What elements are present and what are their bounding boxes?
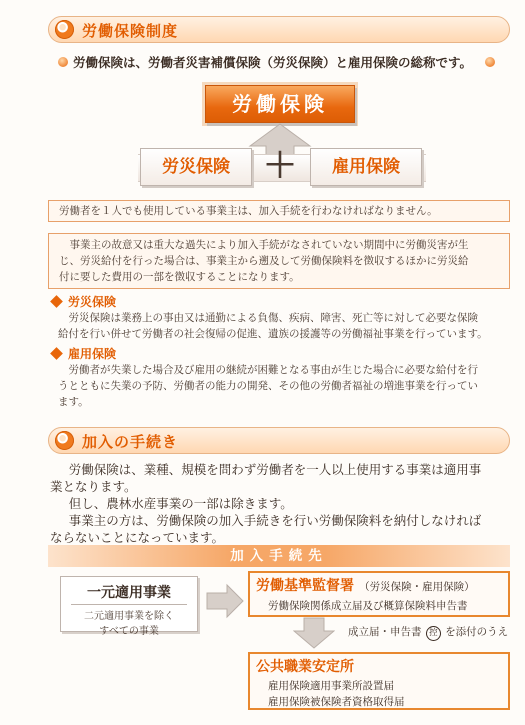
labor-standards-office-card (248, 571, 510, 617)
note-one-worker-text: 労働者を１人でも使用している事業主は、加入手続を行わなければなりません。 (59, 205, 438, 217)
section-title: 加入の手続き (82, 433, 179, 451)
employment-security-office-name: 公共職業安定所 (256, 659, 354, 675)
unified-business-card (60, 576, 198, 637)
employment-insurance-label: 雇用保険 (332, 157, 400, 177)
workers-comp-line: 労災保険は業務上の事由又は通勤による負傷、疾病、障害、死亡等に対して必要な保険 (68, 312, 478, 324)
employment-insurance-line: ます。 (58, 396, 89, 408)
enrollment-line: 事業主の方は、労働保険の加入手続きを行い労働保険料を納付しなければ (68, 513, 482, 528)
employment-security-office-doc: 雇用保険被保険者資格取得届 (268, 696, 405, 708)
labor-standards-office-doc: 労働保険関係成立届及び概算保険料申告書 (268, 600, 468, 612)
workers-comp-heading: 労災保険 (68, 295, 117, 309)
down-arrow-icon (293, 617, 335, 649)
labor-standards-office-name: 労働基準監督署 (256, 578, 354, 594)
plus-icon: ＋ (263, 146, 297, 186)
labor-insurance-label: 労働保険 (232, 92, 328, 116)
unified-business-sub: 二元適用事業を除く (84, 611, 174, 622)
employment-security-office-card (248, 652, 510, 710)
workers-comp-box (140, 148, 252, 186)
enrollment-line: 労働保険は、業種、規模を問わず労働者を一人以上使用する事業は適用事 (68, 462, 482, 477)
employment-insurance-line: うとともに失業の予防、労働者の能力の開発、その他の労働者福祉の増進事業を行ってい (58, 380, 478, 392)
bullet-dot-icon (485, 57, 495, 67)
labor-insurance-box (205, 85, 355, 123)
bullet-dot-icon (58, 57, 68, 67)
note-penalty-line: 事業主の故意又は重大な過失により加入手続がなされていない期間中に労働災害が生 (69, 239, 469, 251)
procedure-header: 加入手続先 (48, 545, 510, 567)
lead-sentence: 労働保険は、労働者災害補償保険（労災保険）と雇用保険の総称です。 (73, 55, 473, 70)
diamond-bullet-icon (50, 295, 63, 308)
enrollment-text (50, 461, 512, 546)
copy-mark-icon: 控 (426, 626, 441, 641)
employment-insurance-heading: 雇用保険 (68, 347, 117, 361)
enrollment-line: 但し、農林水産事業の一部は除きます。 (68, 496, 293, 511)
note-one-worker (48, 200, 510, 222)
employment-security-office-doc: 雇用保険適用事業所設置届 (268, 680, 394, 692)
attach-note (348, 624, 508, 641)
employment-insurance-box (310, 148, 422, 186)
attach-prefix: 成立届・申告書 (348, 626, 422, 638)
right-arrow-icon (205, 583, 245, 619)
note-penalty (48, 233, 510, 289)
workers-comp-line: 給付を行い併せて労働者の社会復帰の促進、遺族の援護等の労働福祉事業を行っています。 (58, 328, 488, 340)
employment-insurance-line: 労働者が失業した場合及び雇用の継続が困難となる事由が生じた場合に必要な給付を行 (68, 364, 478, 376)
diamond-bullet-icon (50, 347, 63, 360)
employment-insurance-text (58, 362, 510, 410)
labor-standards-office-scope: （労災保険・雇用保険） (359, 581, 475, 593)
circle-bullet-icon (55, 431, 74, 450)
unified-business-sub: すべての事業 (99, 626, 159, 637)
note-penalty-line: じ、労災給付を行った場合は、事業主から遡及して労働保険料を徴収するほかに労災給 (59, 255, 469, 267)
enrollment-line: ならないことになっています。 (50, 530, 225, 545)
unified-business-title: 一元適用事業 (71, 582, 187, 605)
circle-bullet-icon (55, 20, 74, 39)
workers-comp-text (58, 310, 510, 342)
workers-comp-label: 労災保険 (162, 157, 230, 177)
enrollment-line: 業となります。 (50, 479, 137, 494)
attach-suffix: を添付のうえ (445, 626, 509, 638)
section-title: 労働保険制度 (82, 22, 179, 40)
note-penalty-line: 付に要した費用の一部を徴収することになります。 (59, 271, 300, 283)
